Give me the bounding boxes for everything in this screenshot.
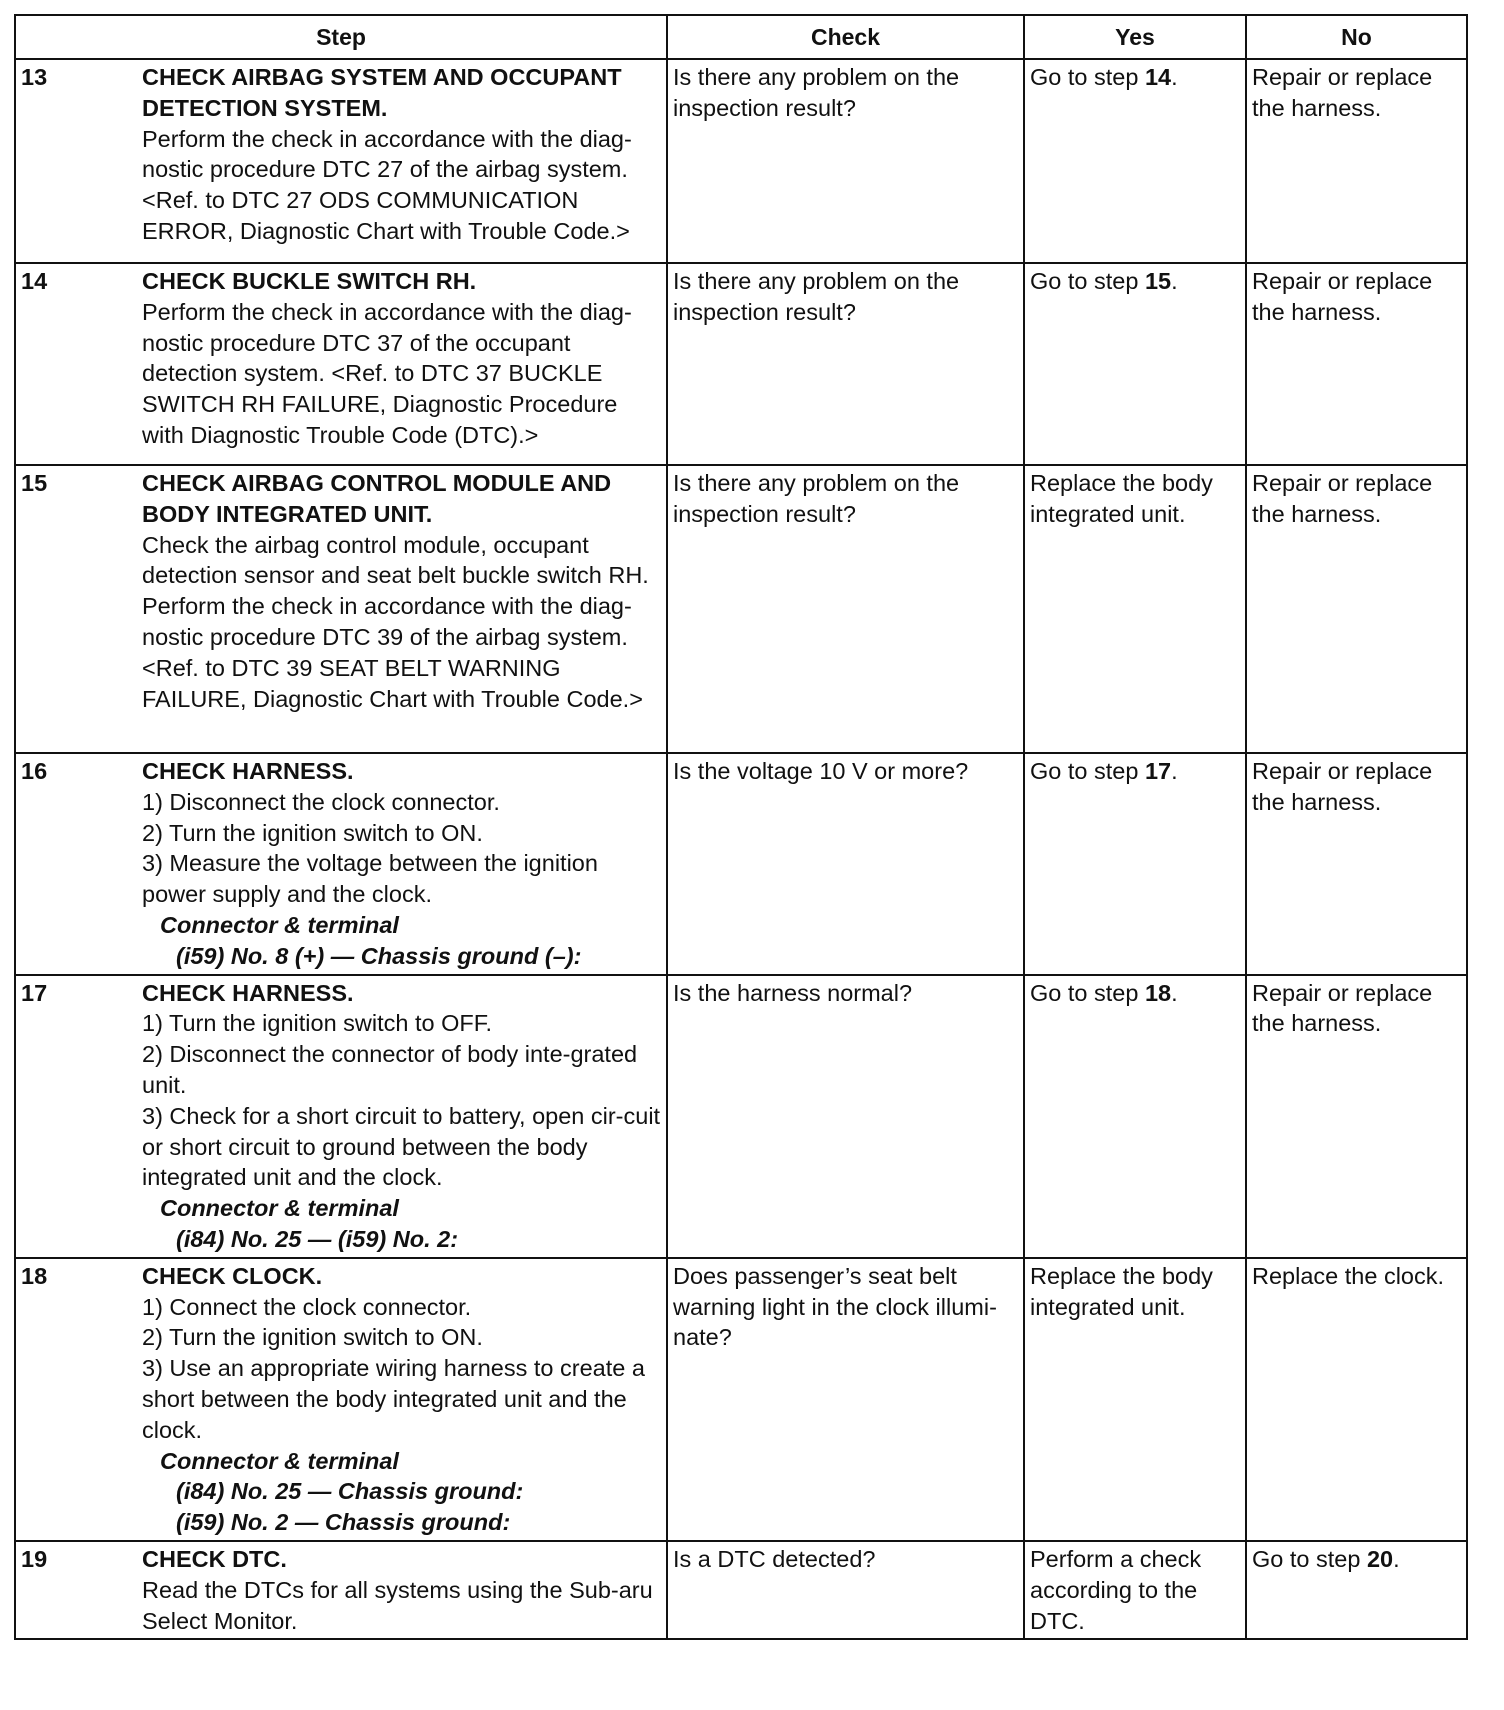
yes-text: Go to step: [1030, 979, 1145, 1006]
connector-heading: Connector & terminal: [160, 1447, 399, 1474]
step-content: [142, 978, 661, 1255]
yes-punct: .: [1171, 268, 1178, 294]
connector-terminal: (i84) No. 25 — (i59) No. 2:: [176, 1225, 459, 1252]
yes-cell: [1024, 59, 1246, 263]
connector-terminal: (i84) No. 25 — Chassis ground:: [176, 1478, 524, 1505]
step-content: [142, 1261, 661, 1538]
header-no: No: [1246, 15, 1467, 59]
table-row: [15, 263, 1467, 465]
step-cell: [15, 59, 667, 263]
step-title: CHECK AIRBAG CONTROL MODULE AND BODY INTEGRATED UNIT.: [142, 470, 612, 527]
step-number: 17: [21, 979, 48, 1006]
yes-step-number: 14: [1144, 64, 1172, 90]
no-text: Replace the clock.: [1252, 1262, 1445, 1289]
no-text: Repair or replace the harness.: [1252, 64, 1433, 121]
step-number: 13: [21, 64, 48, 90]
yes-punct: .: [1171, 758, 1178, 784]
no-cell: [1246, 975, 1467, 1258]
table-row: [15, 465, 1467, 753]
yes-punct: .: [1171, 979, 1178, 1006]
yes-text: Go to step: [1030, 758, 1145, 784]
no-text: Repair or replace the harness.: [1252, 979, 1433, 1037]
yes-step-number: 17: [1144, 758, 1172, 784]
step-title: CHECK HARNESS.: [142, 979, 354, 1006]
step-text: Perform the check in accordance with the diag-nostic procedure DTC 37 of the occupant detection system. <Ref. to DTC 37 BUCKLE SWITCH RH FAILURE, Diagnostic Procedure with Diagnostic Trouble Code (DTC).>: [142, 298, 632, 448]
yes-text: Replace the body integrated unit.: [1030, 1262, 1213, 1320]
step-wrap: [21, 978, 661, 1255]
step-text: 3) Measure the voltage between the ignition power supply and the clock.: [142, 850, 598, 908]
step-cell: [15, 753, 667, 975]
step-wrap: [21, 468, 661, 714]
step-number: 18: [21, 1262, 48, 1289]
step-wrap: [21, 62, 661, 247]
step-cell: [15, 1258, 667, 1541]
yes-cell: [1024, 975, 1246, 1258]
check-cell: Is the harness normal?: [667, 975, 1024, 1258]
step-title: CHECK CLOCK.: [142, 1262, 323, 1289]
connector-terminal: (i59) No. 8 (+) — Chassis ground (–):: [176, 942, 582, 969]
step-text: Perform the check in accordance with the diag-nostic procedure DTC 27 of the airbag system. <Ref. to DTC 27 ODS COMMUNICATION ERROR, Diagnostic Chart with Trouble Code.>: [142, 125, 632, 244]
yes-step-number: 18: [1144, 979, 1172, 1006]
check-cell: Is the voltage 10 V or more?: [667, 753, 1024, 975]
table-row: [15, 753, 1467, 975]
connector-heading: Connector & terminal: [160, 1195, 399, 1222]
yes-cell: [1024, 1541, 1246, 1639]
step-content: [142, 756, 661, 972]
check-cell: Is there any problem on the inspection result?: [667, 59, 1024, 263]
yes-text: Perform a check according to the DTC.: [1030, 1545, 1202, 1634]
no-cell: [1246, 263, 1467, 465]
step-content: [142, 1544, 661, 1636]
yes-cell: [1024, 1258, 1246, 1541]
step-text: Perform the check in accordance with the diag-nostic procedure DTC 39 of the airbag system. <Ref. to DTC 39 SEAT BELT WARNING FAILURE, Diagnostic Chart with Trouble Code.>: [142, 593, 643, 712]
header-step: Step: [15, 15, 667, 59]
check-cell: Is a DTC detected?: [667, 1541, 1024, 1639]
step-content: [142, 62, 661, 247]
step-wrap: [21, 756, 661, 972]
check-cell: Is there any problem on the inspection result?: [667, 465, 1024, 753]
connector-heading: Connector & terminal: [160, 911, 399, 938]
step-text: 3) Use an appropriate wiring harness to create a short between the body integrated unit and the clock.: [142, 1355, 645, 1443]
no-cell: [1246, 1258, 1467, 1541]
step-text: 1) Disconnect the clock connector.: [142, 788, 500, 815]
yes-text: Replace the body integrated unit.: [1030, 470, 1213, 527]
no-cell: [1246, 753, 1467, 975]
step-wrap: [21, 1261, 661, 1538]
header-yes: Yes: [1024, 15, 1246, 59]
connector-terminal: (i59) No. 2 — Chassis ground:: [176, 1509, 511, 1536]
step-title: CHECK AIRBAG SYSTEM AND OCCUPANT DETECTION SYSTEM.: [142, 64, 622, 121]
yes-step-number: 15: [1144, 268, 1172, 294]
no-text: Repair or replace the harness.: [1252, 268, 1433, 325]
check-cell: Does passenger’s seat belt warning light in the clock illumi-nate?: [667, 1258, 1024, 1541]
no-text: Go to step: [1252, 1545, 1367, 1572]
table-row: [15, 975, 1467, 1258]
yes-cell: [1024, 465, 1246, 753]
table-row: [15, 59, 1467, 263]
yes-cell: [1024, 263, 1246, 465]
no-step-number: 20: [1366, 1545, 1394, 1572]
step-title: CHECK BUCKLE SWITCH RH.: [142, 268, 477, 294]
step-cell: [15, 975, 667, 1258]
no-cell: [1246, 1541, 1467, 1639]
step-text: 3) Check for a short circuit to battery, open cir-cuit or short circuit to ground between the body integrated unit and the clock.: [142, 1102, 661, 1191]
step-wrap: [21, 1544, 661, 1636]
step-number: 16: [21, 758, 48, 784]
yes-cell: [1024, 753, 1246, 975]
step-number: 19: [21, 1545, 48, 1572]
step-number: 15: [21, 470, 48, 496]
step-title: CHECK DTC.: [142, 1545, 287, 1572]
check-cell: Is there any problem on the inspection result?: [667, 263, 1024, 465]
step-content: [142, 468, 661, 714]
diagnostic-table: [14, 14, 1468, 1640]
step-cell: [15, 1541, 667, 1639]
step-number: 14: [21, 268, 48, 294]
step-text: 1) Connect the clock connector.: [142, 1293, 472, 1320]
no-cell: [1246, 465, 1467, 753]
step-text: 1) Turn the ignition switch to OFF.: [142, 1010, 493, 1037]
yes-text: Go to step: [1030, 268, 1145, 294]
step-text: Check the airbag control module, occupant detection sensor and seat belt buckle switch RH.: [142, 531, 649, 589]
no-text: Repair or replace the harness.: [1252, 758, 1433, 815]
step-text: 2) Turn the ignition switch to ON.: [142, 1324, 483, 1351]
no-cell: [1246, 59, 1467, 263]
step-text: 2) Disconnect the connector of body inte-grated unit.: [142, 1041, 638, 1098]
yes-text: Go to step: [1030, 64, 1145, 90]
step-title: CHECK HARNESS.: [142, 758, 354, 784]
no-text: Repair or replace the harness.: [1252, 470, 1433, 527]
step-cell: [15, 263, 667, 465]
step-text: 2) Turn the ignition switch to ON.: [142, 819, 483, 846]
step-wrap: [21, 266, 661, 451]
step-text: Read the DTCs for all systems using the Sub-aru Select Monitor.: [142, 1576, 653, 1634]
header-check: Check: [667, 15, 1024, 59]
table-row: [15, 1258, 1467, 1541]
header-row: [15, 15, 1467, 59]
step-cell: [15, 465, 667, 753]
yes-punct: .: [1171, 64, 1178, 90]
step-content: [142, 266, 661, 451]
no-punct: .: [1393, 1545, 1400, 1572]
table-row: [15, 1541, 1467, 1639]
